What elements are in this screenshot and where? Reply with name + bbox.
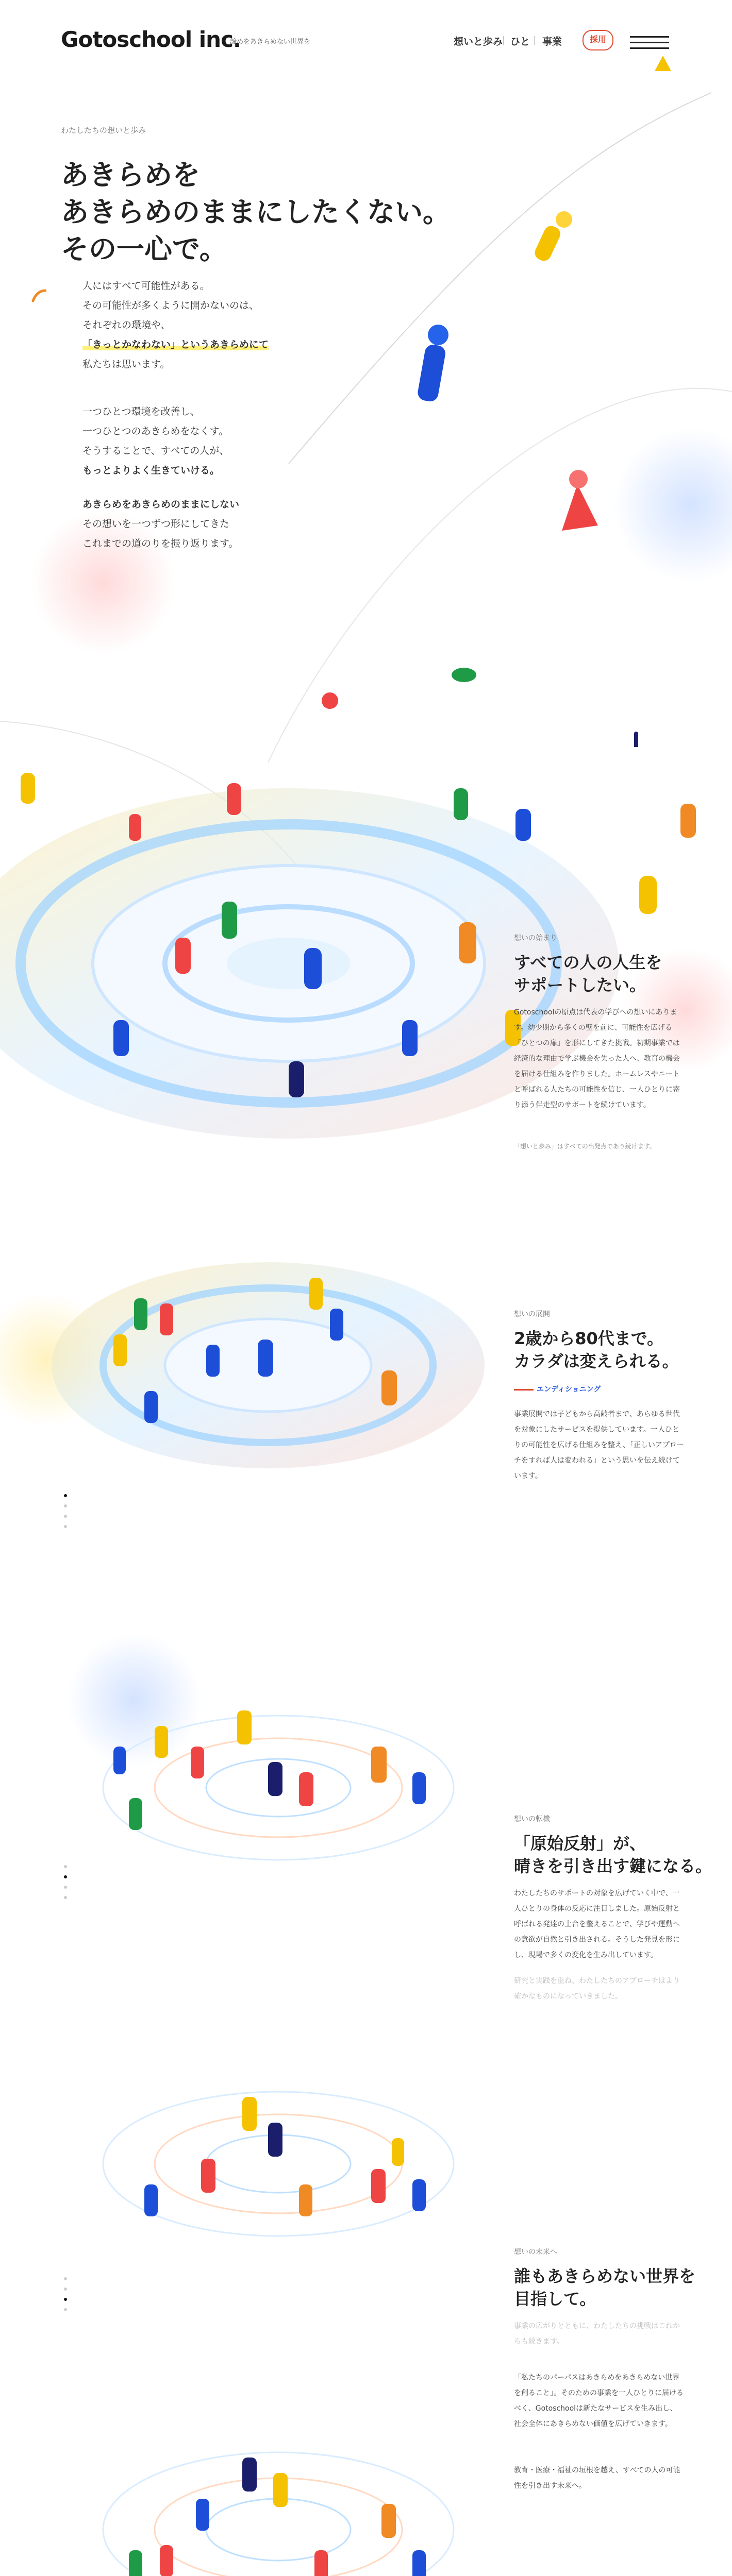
green-figure	[452, 668, 476, 682]
hero-paragraph-3: あきらめをあきらめのままにしない その想いを一つずつ形にしてきた これまでの道のりを振り返ります。	[82, 499, 240, 549]
section-4-title: 誰もあきらめない世界を 目指して。	[514, 2266, 696, 2309]
brand-tagline: 諦めをあきらめない世界を	[230, 38, 311, 46]
progress-dots	[64, 2277, 67, 2318]
section-4-faded: 事業の広がりとともに、わたしたちの挑戦はこれからも続きます。	[514, 2322, 680, 2346]
brand-logo[interactable]: Gotoschool inc.	[61, 27, 241, 52]
section-2-title: 2歳から80代まで。 カラダは変えられる。	[514, 1329, 679, 1371]
hero-kicker: わたしたちの想いと歩み	[61, 126, 146, 135]
section-2-emphasis: エンディショニング	[514, 1384, 601, 1394]
blue-figure	[417, 325, 448, 403]
red-dot-decoration	[322, 692, 338, 709]
section-4-body: 「私たちのパーパスはあきらめをあきらめない世界を創ること」。そのための事業を一人ひとりに届けるべく、Gotoschoolは新たなサービスを生み出し、社会全体にあきらめない価値を広げていきます。	[514, 2374, 684, 2428]
nav-recruit-button[interactable]: 採用	[583, 30, 613, 50]
nav-people[interactable]: ひと	[510, 36, 530, 47]
progress-dots	[64, 1865, 67, 1906]
progress-dots	[64, 1494, 67, 1535]
rings-illustration-5	[82, 2411, 474, 2576]
hero-title: あきらめを あきらめのままにしたくない。 その一心で。	[61, 159, 451, 265]
nav-business[interactable]: 事業	[542, 36, 562, 47]
section-3-title: 「原始反射」が、 晴きを引き出す鍵になる。	[514, 1834, 712, 1876]
hero-paragraph-2: 一つひとつ環境を改善し、 一つひとつのあきらめをなくす。 そうすることで、すべての人が、 もっとよりよく生きていける。	[82, 406, 229, 476]
rings-illustration-3	[82, 1669, 474, 1896]
section-3-label: 想いの転機	[514, 1815, 550, 1823]
yellow-figure	[533, 211, 572, 263]
section-4-label: 想いの未来へ	[514, 2248, 557, 2256]
nav-philosophy[interactable]: 想いと歩み	[454, 36, 503, 47]
section-1-note: 「想いと歩み」はすべての出発点であり続けます。	[514, 1143, 656, 1150]
red-figure	[562, 470, 598, 531]
section-1-body: Gotoschoolの原点は代表の学びへの想いにあります。幼少期から多くの壁を前に、可能性を広げる「ひとつの扉」を形にしてきた挑戦。初期事業では経済的な理由で学ぶ機会を失った人へ、教育の機会を届ける仕組みを作りました。ホームレスやニートと呼ばれる人たちの可能性を信じ、一人ひとりに寄り添う伴走型のサポートを続けています。	[514, 1008, 680, 1109]
rings-illustration-4	[82, 2050, 474, 2287]
rings-illustration-2	[41, 1216, 515, 1504]
section-3-body: わたしたちのサポートの対象を広げていく中で、一人ひとりの身体の反応に注目しました。原始反射と呼ばれる発達の土台を整えることで、学びや運動への意欲が自然と引き出される。そうした発見を形にし、現場で多くの変化を生み出しています。	[514, 1889, 680, 1959]
section-2-label: 想いの展開	[514, 1310, 550, 1318]
hero-paragraph-1: 人にはすべて可能性がある。 その可能性が多くように開かないのは、 それぞれの環境や、 「きっとかなわない」というあきらめにて 私たちは思います。	[82, 280, 269, 370]
hero-illustration	[0, 0, 732, 747]
section-1-title: すべての人の人生を サポートしたい。	[514, 953, 662, 995]
section-3-faded: 研究と実践を重ね、わたしたちのアプローチはより確かなものになっていきました。	[514, 1977, 680, 2001]
section-1-label: 想いの始まり	[514, 934, 557, 942]
section-2-body: 事業展開では子どもから高齢者まで、あらゆる世代を対象にしたサービスを提供しています。一人ひとりの可能性を広げる仕組みを整え、「正しいアプローチをすれば人は変われる」という思いを伝え続けています。	[514, 1410, 684, 1480]
section-4-body-2: 教育・医療・福祉の垣根を越え、すべての人の可能性を引き出す未来へ。	[514, 2466, 680, 2490]
